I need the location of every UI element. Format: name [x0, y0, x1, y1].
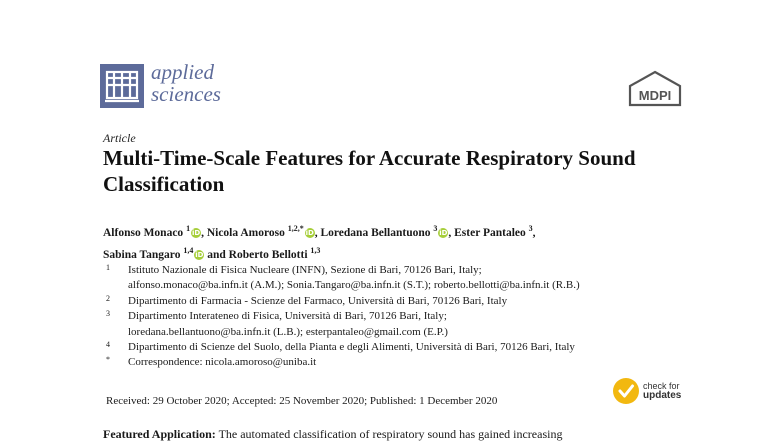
mdpi-logo-text: MDPI — [638, 88, 672, 103]
author-name[interactable]: Loredana Bellantuono — [320, 226, 431, 239]
journal-logo[interactable] — [100, 60, 245, 112]
correspondence-marker: * — [106, 355, 110, 365]
author-list — [103, 220, 703, 264]
mdpi-logo[interactable] — [626, 70, 684, 110]
affiliation-item — [106, 294, 726, 309]
correspondence-text[interactable]: Correspondence: nicola.amoroso@uniba.it — [128, 356, 317, 369]
journal-name-line2: sciences — [151, 82, 221, 106]
author-affiliation-marker: 1,2,* — [287, 224, 304, 233]
affiliation-item — [106, 309, 726, 340]
affiliation-number: 3 — [106, 309, 110, 319]
author-affiliation-marker: 1,3 — [310, 245, 321, 255]
author-affiliation-marker: 3 — [433, 224, 438, 233]
author-name[interactable]: Nicola Amoroso — [206, 226, 285, 239]
check-updates-icon — [613, 378, 639, 404]
mdpi-logo-icon — [626, 70, 684, 110]
orcid-icon[interactable]: iD — [305, 228, 314, 237]
affiliation-emails[interactable]: loredana.bellantuono@ba.infn.it (L.B.); esterpantaleo@gmail.com (E.P.) — [128, 325, 448, 338]
author-separator: , — [532, 226, 536, 239]
affiliation-emails[interactable]: alfonso.monaco@ba.infn.it (A.M.); Sonia.Tangaro@ba.infn.it (S.T.); roberto.bellotti@ba.infn.it (R.B.) — [128, 279, 580, 292]
affiliation-text: Dipartimento di Scienze del Suolo, della Pianta e degli Alimenti, Università di Bari, 70126 Bari, Italy — [128, 341, 575, 354]
featured-application — [103, 426, 723, 442]
featured-application-text: The automated classification of respiratory sound has gained increasing — [215, 427, 563, 441]
affiliation-number: 2 — [106, 293, 110, 303]
affiliation-list — [106, 263, 726, 371]
journal-name-line1: applied — [151, 60, 214, 84]
author-affiliation-marker: 1 — [186, 224, 191, 233]
orcid-icon[interactable]: iD — [191, 228, 201, 237]
author-name[interactable]: Alfonso Monaco — [103, 226, 184, 239]
paper-title: Multi-Time-Scale Features for Accurate Respiratory Sound Classification — [103, 146, 636, 196]
journal-name — [151, 61, 221, 105]
orcid-icon[interactable]: iD — [195, 250, 204, 259]
affiliation-item — [106, 263, 726, 294]
affiliation-number: 1 — [106, 263, 110, 272]
author-separator-and: and — [207, 248, 226, 261]
correspondence-item — [106, 355, 726, 370]
check-updates-label — [643, 381, 681, 401]
affiliation-text: Istituto Nazionale di Fisica Nucleare (INFN), Sezione di Bari, 70126 Bari, Italy; — [128, 264, 482, 276]
author-affiliation-marker: 3 — [528, 224, 533, 233]
affiliation-item — [106, 340, 726, 355]
author-separator: , — [314, 226, 318, 239]
orcid-icon[interactable]: iD — [439, 228, 448, 237]
journal-logo-icon — [100, 64, 144, 108]
author-affiliation-marker: 1,4 — [183, 245, 194, 255]
featured-application-label: Featured Application: — [103, 427, 216, 441]
check-for-updates-button[interactable] — [613, 378, 693, 408]
affiliation-text: Dipartimento di Farmacia - Scienze del Farmaco, Università di Bari, 70126 Bari, Italy — [128, 294, 508, 307]
check-updates-line2: updates — [643, 390, 682, 401]
affiliation-number: 4 — [106, 340, 110, 350]
author-separator: , — [201, 226, 204, 239]
article-type: Article — [103, 131, 136, 145]
author-separator: , — [448, 226, 452, 239]
author-name[interactable]: Roberto Bellotti — [228, 248, 308, 261]
publication-dates: Received: 29 October 2020; Accepted: 25 November 2020; Published: 1 December 2020 — [106, 395, 498, 407]
affiliation-text: Dipartimento Interateneo di Fisica, Università di Bari, 70126 Bari, Italy; — [128, 310, 447, 323]
check-updates-line1: check for — [643, 381, 680, 391]
author-name[interactable]: Sabina Tangaro — [103, 248, 181, 261]
author-name[interactable]: Ester Pantaleo — [454, 226, 526, 239]
